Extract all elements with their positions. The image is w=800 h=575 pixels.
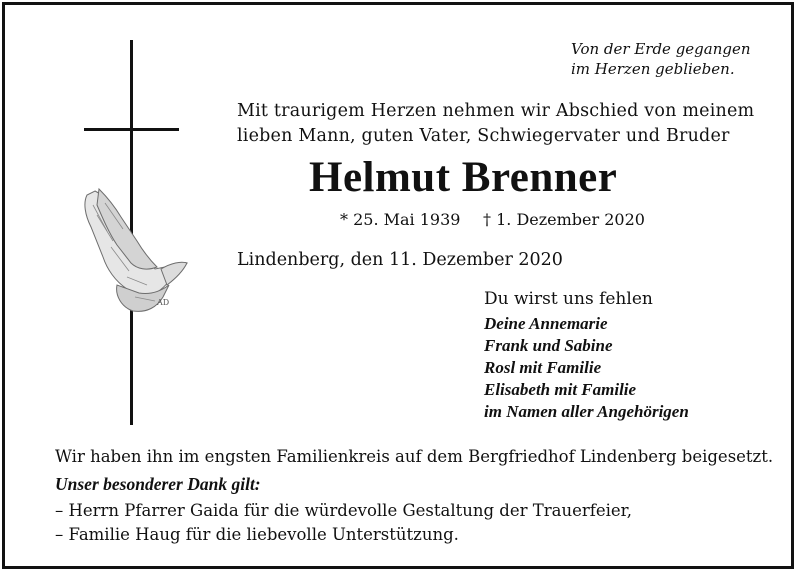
intro-line-2: lieben Mann, guten Vater, Schwiegervater und Bruder — [237, 126, 730, 146]
motto-line-1: Von der Erde gegangen — [571, 40, 751, 58]
thanks-item: – Familie Haug für die liebevolle Unterstützung. — [55, 525, 459, 544]
motto — [571, 39, 751, 79]
obituary-notice — [2, 2, 794, 569]
mourners-intro: Du wirst uns fehlen — [484, 289, 653, 309]
intro-text — [237, 99, 754, 149]
mourner-name: Frank und Sabine — [484, 336, 613, 355]
funeral-note: Wir haben ihn im engsten Familienkreis auf dem Bergfriedhof Lindenberg beigesetzt. — [55, 447, 774, 466]
thanks-heading: Unser besonderer Dank gilt: — [55, 474, 261, 494]
praying-hands-icon — [77, 185, 189, 313]
birth-date: * 25. Mai 1939 — [340, 210, 461, 229]
thanks-list — [55, 499, 632, 547]
mourner-name: Rosl mit Familie — [484, 358, 602, 377]
mourner-name: Deine Annemarie — [484, 314, 608, 333]
place-date: Lindenberg, den 11. Dezember 2020 — [237, 250, 563, 270]
mourner-name: im Namen aller Angehörigen — [484, 402, 689, 421]
death-date: † 1. Dezember 2020 — [483, 210, 645, 229]
mourner-name: Elisabeth mit Familie — [484, 380, 637, 399]
thanks-item: – Herrn Pfarrer Gaida für die würdevolle Gestaltung der Trauerfeier, — [55, 501, 633, 520]
deceased-name: Helmut Brenner — [309, 154, 618, 201]
svg-text:AD: AD — [157, 298, 170, 307]
mourners-list — [484, 313, 689, 423]
intro-line-1: Mit traurigem Herzen nehmen wir Abschied von meinem — [237, 101, 755, 121]
motto-line-2: im Herzen geblieben. — [571, 60, 735, 78]
